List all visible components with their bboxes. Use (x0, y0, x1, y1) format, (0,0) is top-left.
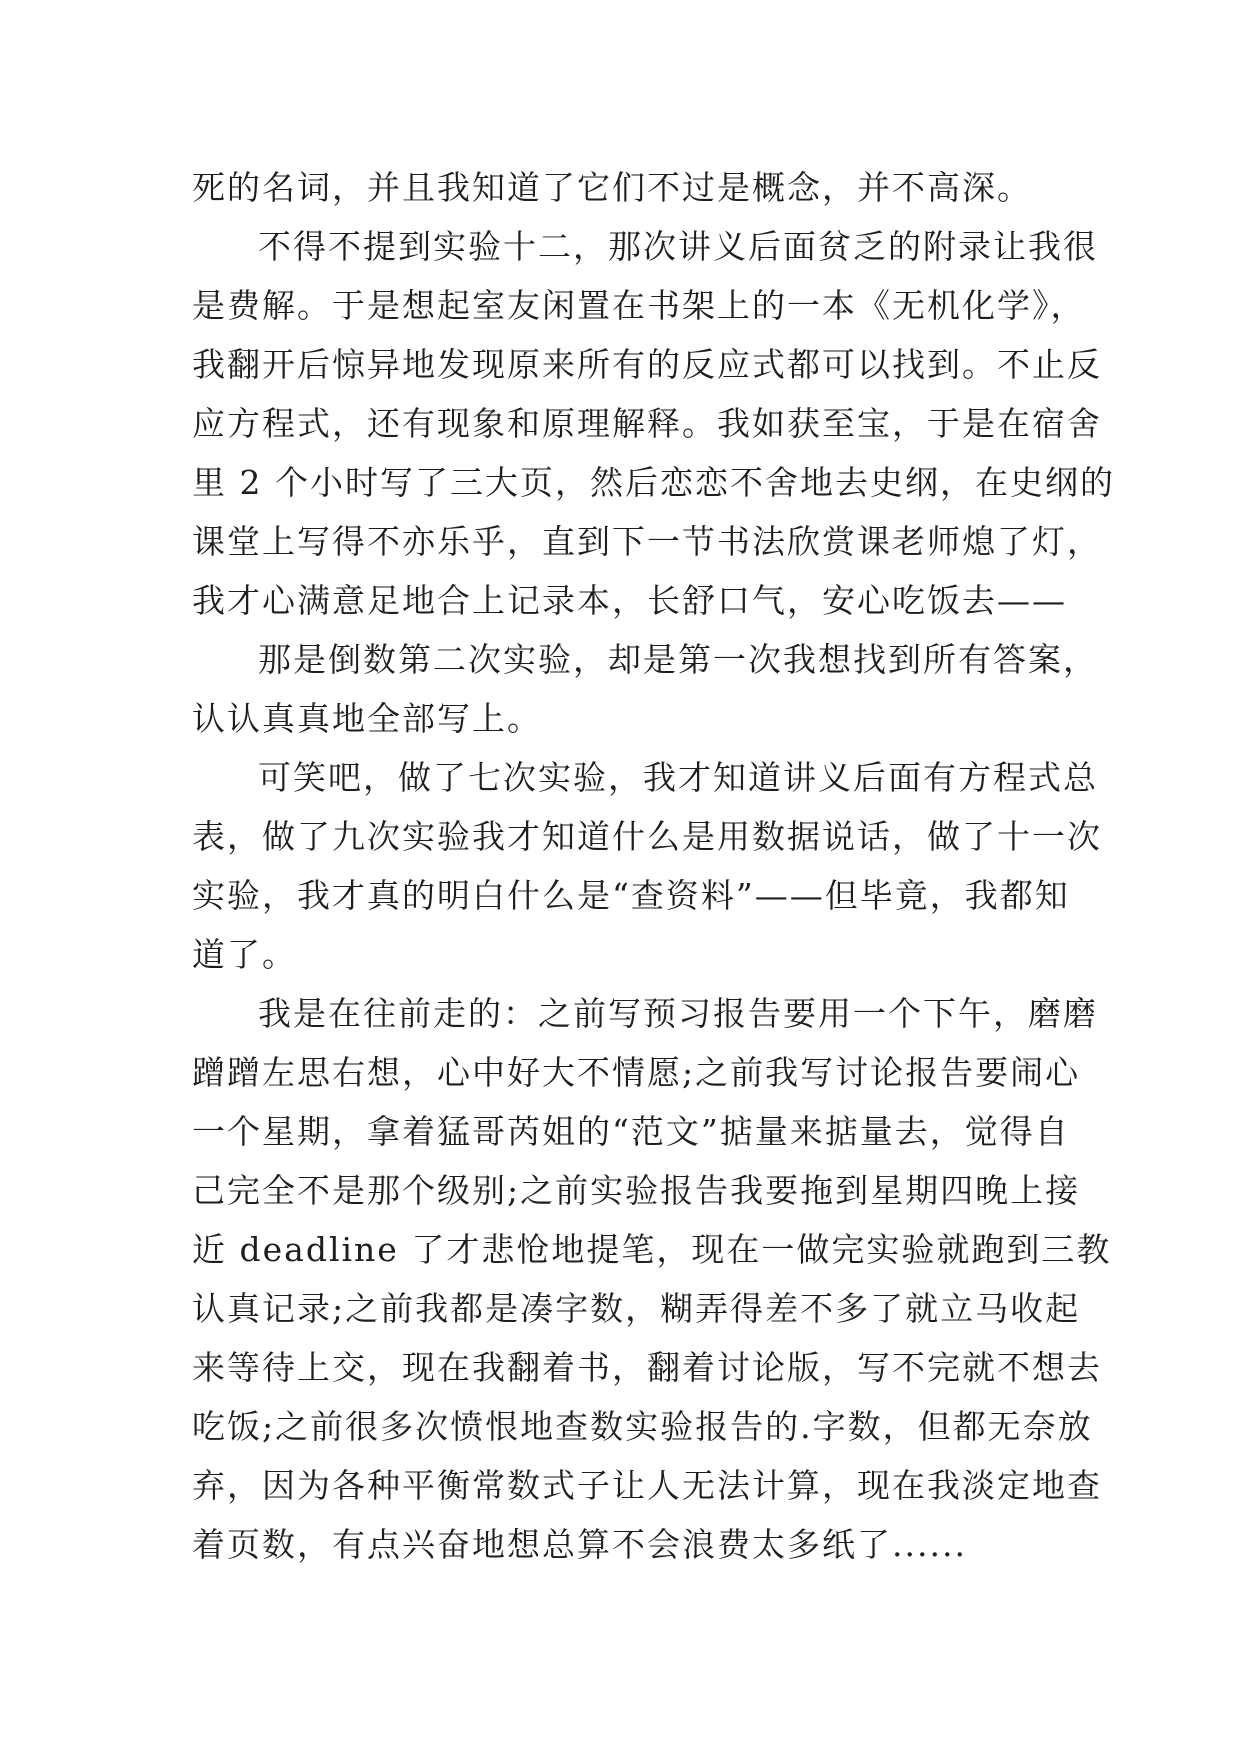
text-line: 吃饭;之前很多次愤恨地查数实验报告的.字数，但都无奈放 (192, 1407, 1093, 1446)
text-line: 实验，我才真的明白什么是“查资料”——但毕竟，我都知 (192, 876, 1070, 915)
text-line: 来等待上交，现在我翻着书，翻着讨论版，写不完就不想去 (192, 1348, 1102, 1387)
text-line: 己完全不是那个级别;之前实验报告我要拖到星期四晚上接 (192, 1171, 1081, 1210)
text-line: 认认真真地全部写上。 (192, 699, 542, 738)
text-line: 近 deadline 了才悲怆地提笔，现在一做完实验就跑到三教 (192, 1230, 1112, 1269)
text-line: 那是倒数第二次实验，却是第一次我想找到所有答案， (258, 640, 1098, 679)
text-line: 可笑吧，做了七次实验，我才知道讲义后面有方程式总 (258, 758, 1098, 797)
text-line: 一个星期，拿着猛哥芮姐的“范文”掂量来掂量去，觉得自 (192, 1112, 1070, 1151)
text-line: 里 2 个小时写了三大页，然后恋恋不舍地去史纲，在史纲的 (192, 463, 1115, 502)
text-line: 认真记录;之前我都是凑字数，糊弄得差不多了就立马收起 (192, 1289, 1081, 1328)
text-line: 是费解。于是想起室友闲置在书架上的一本《无机化学》， (192, 286, 1086, 325)
text-line: 我是在往前走的：之前写预习报告要用一个下午，磨磨 (258, 994, 1098, 1033)
text-line: 我翻开后惊异地发现原来所有的反应式都可以找到。不止反 (192, 345, 1102, 384)
text-line: 表，做了九次实验我才知道什么是用数据说话，做了十一次 (192, 817, 1102, 856)
text-line: 着页数，有点兴奋地想总算不会浪费太多纸了...... (192, 1525, 967, 1564)
text-line: 弃，因为各种平衡常数式子让人无法计算，现在我淡定地查 (192, 1466, 1102, 1505)
text-line: 我才心满意足地合上记录本，长舒口气，安心吃饭去—— (192, 581, 1067, 620)
text-line: 道了。 (192, 935, 297, 974)
text-line: 死的名词，并且我知道了它们不过是概念，并不高深。 (192, 168, 1032, 207)
text-line: 蹭蹭左思右想，心中好大不情愿;之前我写讨论报告要闹心 (192, 1053, 1081, 1092)
text-line: 课堂上写得不亦乐乎，直到下一节书法欣赏课老师熄了灯， (192, 522, 1102, 561)
text-line: 不得不提到实验十二，那次讲义后面贫乏的附录让我很 (258, 227, 1098, 266)
text-line: 应方程式，还有现象和原理解释。我如获至宝，于是在宿舍 (192, 404, 1102, 443)
body-text (192, 158, 1115, 1574)
